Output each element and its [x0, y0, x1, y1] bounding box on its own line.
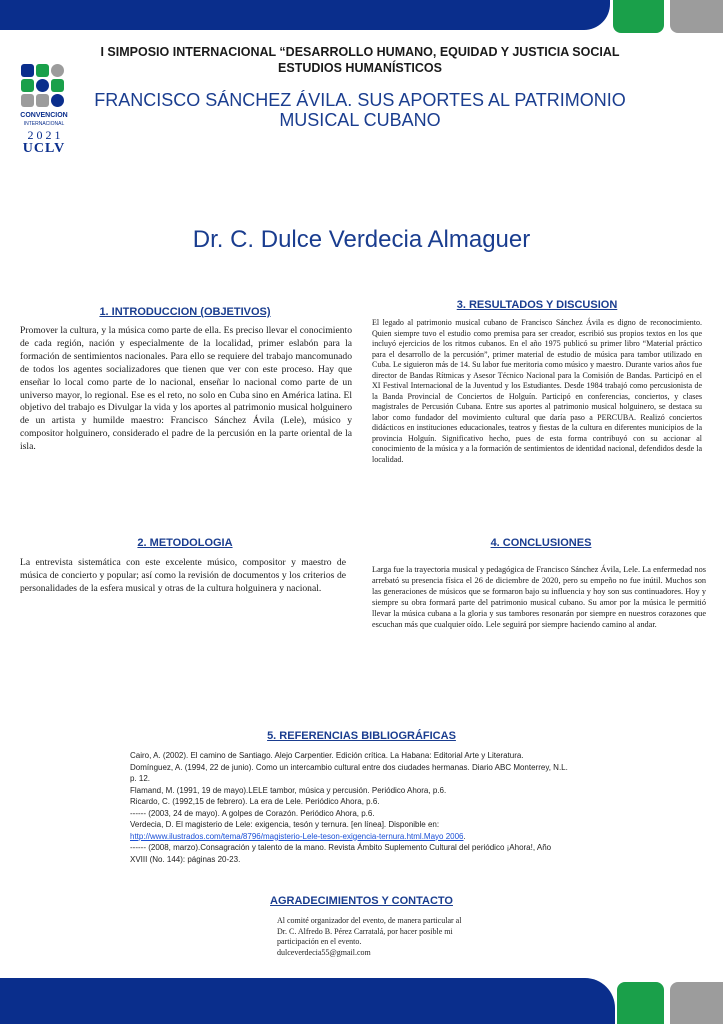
- logo-year: 2 0 2 1: [27, 128, 61, 142]
- footer-band-gray: [670, 982, 723, 1024]
- reference-item: Ricardo, C. (1992,15 de febrero). La era de Lele. Periódico Ahora, p.6.: [130, 797, 380, 806]
- header-band-green: [613, 0, 664, 33]
- contact-email[interactable]: dulceverdecia55@gmail.com: [277, 947, 371, 957]
- logo-square: [21, 64, 34, 77]
- reference-item: Domínguez, A. (1994, 22 de junio). Como un intercambio cultural entre dos ciudades hermanas. Diario ABC Monterrey, N.L. p. 12.: [130, 762, 568, 783]
- symposium-line1: I SIMPOSIO INTERNACIONAL “DESARROLLO HUMANO, EQUIDAD Y JUSTICIA SOCIAL: [100, 45, 620, 59]
- reference-item: Cairo, A. (2002). El camino de Santiago. Alejo Carpentier. Edición crítica. La Habana: Editorial Arte y Literatura.: [130, 751, 524, 760]
- author-name: Dr. C. Dulce Verdecia Almaguer: [192, 226, 531, 253]
- logo-square: [21, 94, 34, 107]
- references-title: 5. REFERENCIAS BIBLIOGRÁFICAS: [267, 730, 456, 742]
- logo-line2: INTERNACIONAL: [23, 121, 65, 127]
- symposium-heading: [100, 44, 620, 76]
- reference-item: Verdecia, D. El magisterio de Lele: exigencia, tesón y ternura. [en línea]. Disponible en:: [130, 820, 440, 829]
- logo-square: [51, 64, 64, 77]
- method-title: 2. METODOLOGIA: [137, 537, 233, 549]
- logo-square: [36, 94, 49, 107]
- acknowledgements-title: AGRADECIMIENTOS Y CONTACTO: [270, 895, 453, 907]
- reference-link-suffix: .: [463, 831, 466, 841]
- results-body: El legado al patrimonio musical cubano de Francisco Sánchez Ávila es digno de reconocimiento. Quien siempre tuvo el estudio como premisa para ser creador, escribió sus propios textos en los que incluyó ejercicios de los ritmos cubanos. En el año 1975 publicó su primer libro “Material práctico para el desarrollo de la percusión”, primer material de estudio de música para tambor utilizado en Cuba. Le siguieron más de 14. Su labor fue meritoria como músico y maestro. Durante varios años fue director de Bandas Rítmicas y Asesor Técnico Nacional para la Comisión de Bandas. Participó en el XI Festival Internacional de la Juventud y los Estudiantes. Desde 1984 trabajó como percusionista de la Banda Provincial de Conciertos de Holguín. Participó en conferencias, conciertos, y clases magistrales de Percusión Cubana. Entre sus aportes al patrimonio musical holguinero, se destaca su labor como fundador del movimiento cultural que daría paso a PERCUBA. Realizó conciertos didácticos en instituciones educacionales, teatros y fiestas de la cultura en diferentes municipios de la provincia Holguín. Significativo hecho, pues de esta forma contribuyó con su accionar al conocimiento de la música y a la formación de sentimientos de identidad nacional, defendidos desde la localidad.: [372, 318, 702, 464]
- reference-item: Flamand, M. (1991, 19 de mayo).LELE tambor, música y percusión. Periódico Ahora, p.6.: [130, 785, 447, 795]
- logo-square: [21, 79, 34, 92]
- footer-band-green: [617, 982, 664, 1024]
- results-title: 3. RESULTADOS Y DISCUSION: [456, 299, 618, 311]
- header-band-blue: [0, 0, 610, 30]
- logo-acronym: UCLV: [22, 141, 66, 156]
- reference-link-row: [130, 831, 570, 843]
- reference-item: ------ (2008, marzo).Consagración y talento de la mano. Revista Ámbito Suplemento Cultural del periódico ¡Ahora!, Año XVIII (No. 144): páginas 20-23.: [130, 843, 552, 864]
- logo-line1: CONVENCION: [20, 112, 68, 119]
- logo-square: [51, 94, 64, 107]
- convention-logo: [16, 62, 72, 162]
- acknowledgements-body: [277, 916, 497, 958]
- ack-line: Al comité organizador del evento, de manera particular al: [277, 916, 462, 925]
- logo-square: [36, 64, 49, 77]
- intro-title: 1. INTRODUCCION (OBJETIVOS): [99, 306, 271, 318]
- symposium-line2: ESTUDIOS HUMANÍSTICOS: [278, 61, 442, 75]
- intro-body: Promover la cultura, y la música como parte de ella. Es preciso llevar el conocimiento de cada región, nación y especialmente de la localidad, primer eslabón para la formación de sentimientos nacionales. Para ello se requiere del trabajo mancomunado de todos los agentes socializadores que tienen que ver con este proceso. Hay que enseñar lo local como parte de lo nacional, enseñar lo nacional como parte de un universo mayor, lo regional. Ese es el reto, no solo en Cuba sino en América latina. El objetivo del trabajo es Divulgar la vida y los aportes al patrimonio musical holguinero de un artista y humilde maestro: Francisco Sánchez Ávila (Lele), músico y compositor holguinero, considerado el padre de la percusión en la parte oriental de la isla.: [20, 325, 352, 453]
- header-band-gray: [670, 0, 723, 33]
- method-body: La entrevista sistemática con este excelente músico, compositor y maestro de música de concierto y popular; así como la revisión de documentos y los criterios de personalidades de la esfera musical y otras de la cultura holguinera y nacional.: [20, 557, 346, 594]
- logo-square: [51, 79, 64, 92]
- reference-link[interactable]: http://www.ilustrados.com/tema/8796/magisterio-Lele-teson-exigencia-ternura.html.Mayo 2006: [130, 831, 464, 841]
- references-list: [130, 750, 570, 865]
- conclusions-title: 4. CONCLUSIONES: [490, 537, 592, 549]
- footer-band-blue: [0, 978, 615, 1024]
- ack-line: participación en el evento.: [277, 937, 362, 946]
- poster-title: FRANCISCO SÁNCHEZ ÁVILA. SUS APORTES AL PATRIMONIO MUSICAL CUBANO: [94, 90, 626, 130]
- reference-item: ------ (2003, 24 de mayo). A golpes de Corazón. Periódico Ahora, p.6.: [130, 808, 375, 818]
- conclusions-body: Larga fue la trayectoria musical y pedagógica de Francisco Sánchez Ávila, Lele. La enfermedad nos arrebató su presencia física el 26 de diciembre de 2020, pero su empeño no fue inútil. Muchos son las generaciones de músicos que se formaron bajo su influencia y hoy son sus continuadores. Hoy y siempre su obra formará parte del patrimonio musical cubano. Su amor por la música le permitió llevar la música cubana a la gloria y sus tambores resonarán por siempre en nuestros corazones que escuchan más que cualquier oído. Lele seguirá por siempre haciendo camino al andar.: [372, 565, 706, 629]
- logo-square: [36, 79, 49, 92]
- ack-line: Dr. C. Alfredo B. Pérez Carratalá, por hacer posible mi: [277, 926, 453, 936]
